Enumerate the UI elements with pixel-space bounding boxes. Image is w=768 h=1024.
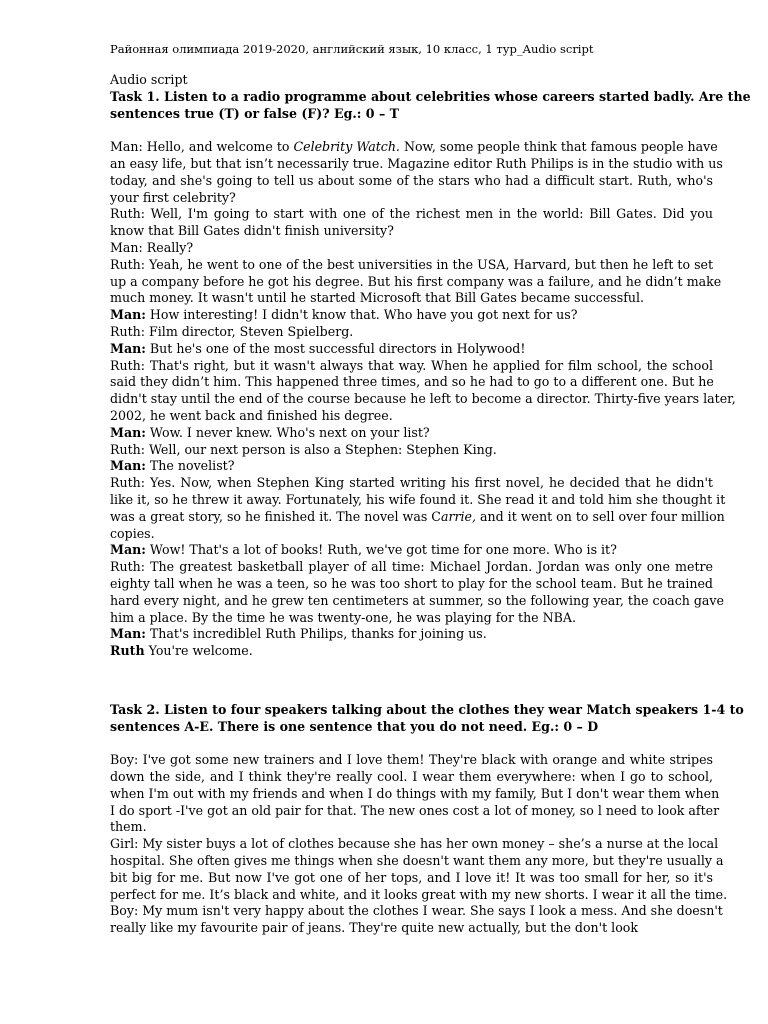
script-line: Man: How interesting! I didn't know that. Who have you got next for us? <box>110 307 578 323</box>
script-line: much money. It wasn't until he started Microsoft that Bill Gates became successful. <box>110 290 645 306</box>
script-line: Man: Hello, and welcome to Celebrity Watch. Now, some people think that famous people have <box>110 139 718 155</box>
speaker-label: Ruth: <box>110 323 146 339</box>
script-line: Man: Wow. I never knew. Who's next on your list? <box>110 424 430 440</box>
script-line: down the side, and I think they're really cool. I wear them everywhere: when I go to school, <box>110 769 713 785</box>
script-line: copies. <box>110 525 155 541</box>
script-line: Ruth: Film director, Steven Spielberg. <box>110 323 354 339</box>
speaker-label: Man: <box>110 626 146 642</box>
speaker-label: Man: <box>110 542 146 558</box>
script-line: up a company before he got his degree. But his first company was a failure, and he didn’t make <box>110 273 722 289</box>
script-line: Ruth You're welcome. <box>110 643 253 659</box>
speaker-label: Ruth: <box>110 559 146 575</box>
speaker-label: Man: <box>110 139 143 155</box>
script-line: hard every night, and he grew ten centimeters at summer, so the following year, the coach gave <box>110 592 724 608</box>
script-line: Ruth: Well, our next person is also a Stephen: Stephen King. <box>110 441 497 457</box>
script-line: your first celebrity? <box>110 189 236 205</box>
script-line: an easy life, but that isn’t necessarily true. Magazine editor Ruth Philips is in the studio with us <box>110 155 723 171</box>
script-line: Boy: I've got some new trainers and I love them! They're black with orange and white stripes <box>110 752 713 768</box>
script-line: hospital. She often gives me things when she doesn't want them any more, but they're usually a <box>110 853 724 869</box>
script-line: Man: That's incrediblel Ruth Philips, thanks for joining us. <box>110 626 487 642</box>
script-line: them. <box>110 819 147 835</box>
script-line: eighty tall when he was a teen, so he was too short to play for the school team. But he trained <box>110 575 713 591</box>
script-line: Man: Really? <box>110 239 194 255</box>
script-line: Boy: My mum isn't very happy about the clothes I wear. She says I look a mess. And she doesn't <box>110 903 723 919</box>
task2-heading-line: Task 2. Listen to four speakers talking about the clothes they wear Match speakers 1-4 to <box>110 701 744 717</box>
script-line: him a place. By the time he was twenty-one, he was playing for the NBA. <box>110 609 577 625</box>
script-line: Man: Wow! That's a lot of books! Ruth, we've got time for one more. Who is it? <box>110 542 617 558</box>
speaker-label: Man: <box>110 340 146 356</box>
speaker-label: Man: <box>110 458 146 474</box>
speaker-label: Ruth: <box>110 256 146 272</box>
script-line: Man: But he's one of the most successful directors in Holywood! <box>110 340 526 356</box>
script-line: Ruth: The greatest basketball player of all time: Michael Jordan. Jordan was only one metre <box>110 559 713 575</box>
speaker-label: Ruth: <box>110 357 146 373</box>
script-line: said they didn’t him. This happened three times, and so he had to go to a different one. But he <box>110 374 714 390</box>
script-line: was a great story, so he finished it. The novel was Carrie, and it went on to sell over four million <box>110 508 725 524</box>
script-line: bit big for me. But now I've got one of her tops, and I love it! It was too small for her, so it's <box>110 869 713 885</box>
task1-heading-line: sentences true (T) or false (F)? Eg.: 0 – T <box>110 105 399 121</box>
script-line: Girl: My sister buys a lot of clothes because she has her own money – she’s a nurse at the local <box>110 836 719 852</box>
script-line: I do sport -I've got an old pair for that. The new ones cost a lot of money, so l need to look after <box>110 802 720 818</box>
speaker-label: Man: <box>110 307 146 323</box>
task1-heading-line: Task 1. Listen to a radio programme about celebrities whose careers started badly. Are the <box>110 88 751 104</box>
script-line: didn't stay until the end of the course because he left to become a director. Thirty-five years later, <box>110 391 736 407</box>
speaker-label: Man: <box>110 424 146 440</box>
script-line: Man: The novelist? <box>110 458 235 474</box>
script-line: Ruth: Well, I'm going to start with one of the richest men in the world: Bill Gates. Did you <box>110 206 713 222</box>
script-line: like it, so he threw it away. Fortunately, his wife found it. She read it and told him she thought it <box>110 491 726 507</box>
show-title: Celebrity Watch. <box>293 139 400 155</box>
speaker-label: Ruth: <box>110 206 146 222</box>
speaker-label: Ruth: <box>110 475 146 491</box>
document-body <box>110 72 751 937</box>
novel-title: arrie, <box>440 508 476 524</box>
document-title: Audio script <box>110 72 188 87</box>
speaker-label: Ruth <box>110 643 145 659</box>
speaker-label: Ruth: <box>110 441 146 457</box>
script-line: Ruth: Yeah, he went to one of the best universities in the USA, Harvard, but then he left to set <box>110 256 714 272</box>
task2-heading-line: sentences A-E. There is one sentence that you do not need. Eg.: 0 – D <box>110 718 599 734</box>
script-line: today, and she's going to tell us about some of the stars who had a difficult start. Ruth, who's <box>110 172 713 188</box>
script-line: really like my favourite pair of jeans. They're quite new actually, but the don't look <box>110 920 639 936</box>
script-line: perfect for me. It’s black and white, and it looks great with my new shorts. I wear it all the time. <box>110 886 728 902</box>
page-header: Районная олимпиада 2019-2020, английский язык, 10 класс, 1 тур_Audio script <box>110 42 594 56</box>
script-line: Ruth: Yes. Now, when Stephen King started writing his first novel, he decided that he didn't <box>110 475 713 491</box>
script-line: 2002, he went back and finished his degree. <box>110 407 393 423</box>
script-line: when I'm out with my friends and when I do things with my family, But I don't wear them when <box>110 785 720 801</box>
speaker-label: Man: <box>110 239 143 255</box>
script-line: Ruth: That's right, but it wasn't always that way. When he applied for film school, the school <box>110 357 713 373</box>
script-line: know that Bill Gates didn't finish university? <box>110 223 394 239</box>
